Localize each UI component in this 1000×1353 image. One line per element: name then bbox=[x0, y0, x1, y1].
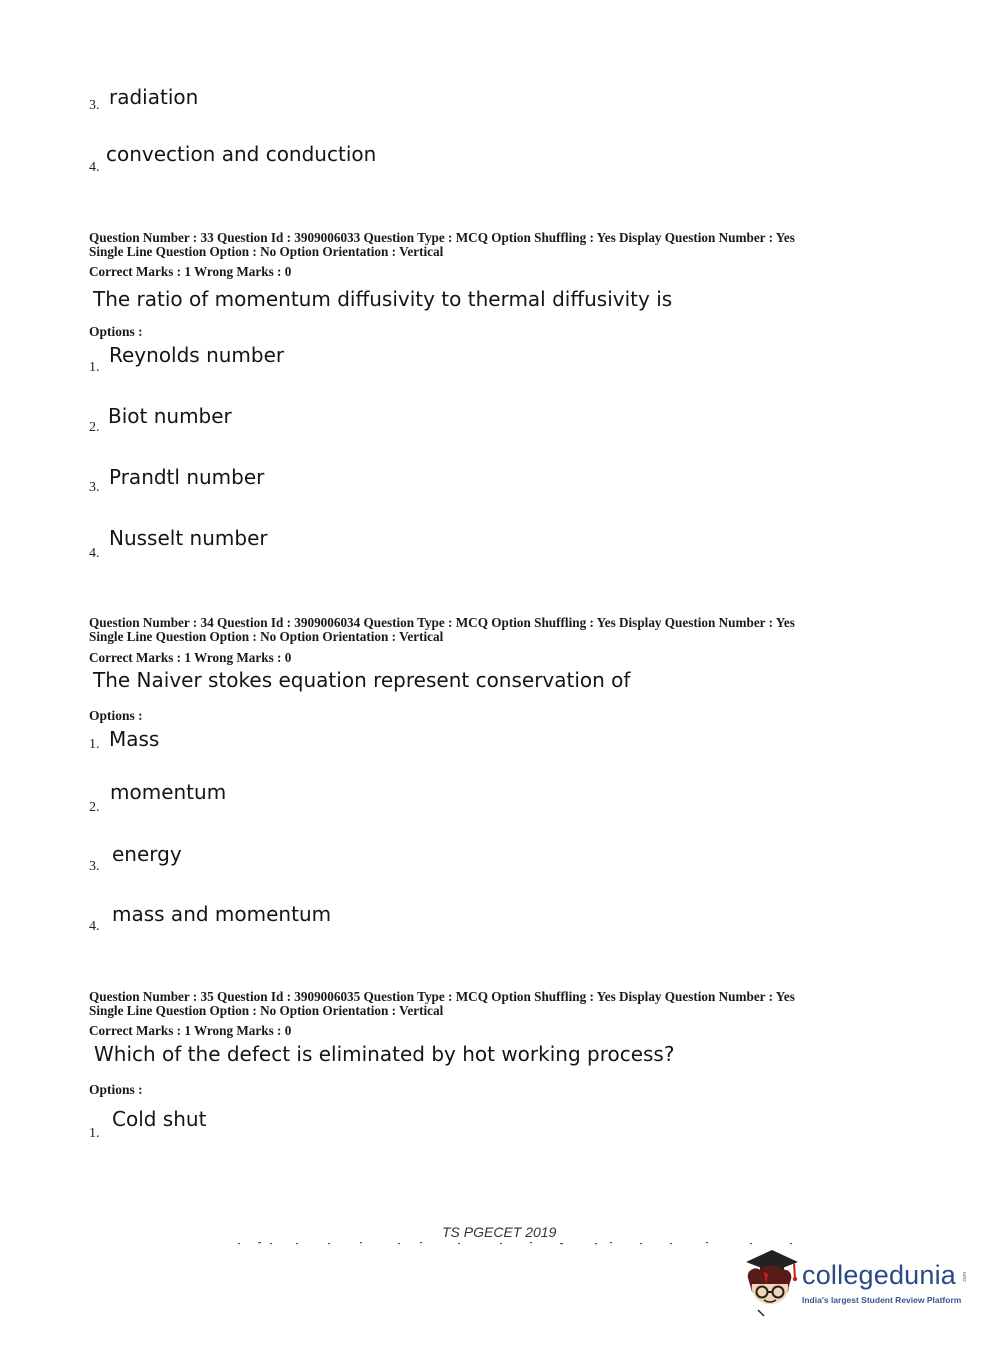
question-meta-line2: Single Line Question Option : No Option Orientation : Vertical bbox=[89, 1003, 444, 1018]
logo-tagline: India's largest Student Review Platform bbox=[802, 1295, 962, 1305]
question-meta-line1: Question Number : 35 Question Id : 3909006035 Question Type : MCQ Option Shuffling : Yes Display Question Number : Yes bbox=[89, 989, 795, 1004]
option-text: Reynolds number bbox=[109, 343, 285, 367]
option-number: 1. bbox=[89, 737, 100, 752]
option-text: Biot number bbox=[108, 404, 232, 428]
question-meta-line1: Question Number : 34 Question Id : 3909006034 Question Type : MCQ Option Shuffling : Yes Display Question Number : Yes bbox=[89, 615, 795, 630]
option-text: Prandtl number bbox=[109, 465, 265, 489]
options-label: Options : bbox=[89, 324, 143, 339]
option-number: 3. bbox=[89, 480, 100, 495]
question-marks: Correct Marks : 1 Wrong Marks : 0 bbox=[89, 1023, 292, 1038]
question-text: Which of the defect is eliminated by hot working process? bbox=[94, 1042, 675, 1066]
option-text: convection and conduction bbox=[106, 142, 377, 166]
options-label: Options : bbox=[89, 708, 143, 723]
option-number: 1. bbox=[89, 360, 100, 375]
option-number: 2. bbox=[89, 800, 100, 815]
question-marks: Correct Marks : 1 Wrong Marks : 0 bbox=[89, 264, 292, 279]
option-number: 3. bbox=[89, 98, 100, 113]
graduate-mascot-icon bbox=[738, 1244, 802, 1320]
option-text: energy bbox=[112, 842, 182, 866]
option-number: 2. bbox=[89, 420, 100, 435]
option-number: 3. bbox=[89, 859, 100, 874]
question-meta-line2: Single Line Question Option : No Option Orientation : Vertical bbox=[89, 629, 444, 644]
question-meta-line1: Question Number : 33 Question Id : 3909006033 Question Type : MCQ Option Shuffling : Yes Display Question Number : Yes bbox=[89, 230, 795, 245]
option-text: momentum bbox=[110, 780, 227, 804]
collegedunia-logo bbox=[738, 1244, 978, 1322]
question-text: The Naiver stokes equation represent conservation of bbox=[93, 668, 631, 692]
footer-exam-title: TS PGECET 2019 bbox=[442, 1224, 557, 1240]
question-marks: Correct Marks : 1 Wrong Marks : 0 bbox=[89, 650, 292, 665]
question-meta-line2: Single Line Question Option : No Option Orientation : Vertical bbox=[89, 244, 444, 259]
options-label: Options : bbox=[89, 1082, 143, 1097]
option-text: Cold shut bbox=[112, 1107, 207, 1131]
logo-com-suffix: .com bbox=[962, 1272, 968, 1283]
option-number: 4. bbox=[89, 919, 100, 934]
option-text: radiation bbox=[109, 85, 199, 109]
question-text: The ratio of momentum diffusivity to thermal diffusivity is bbox=[93, 287, 673, 311]
option-text: Mass bbox=[109, 727, 160, 751]
logo-wordmark: collegedunia bbox=[802, 1260, 957, 1290]
option-text: Nusselt number bbox=[109, 526, 268, 550]
option-text: mass and momentum bbox=[112, 902, 332, 926]
option-number: 1. bbox=[89, 1126, 100, 1141]
option-number: 4. bbox=[89, 160, 100, 175]
option-number: 4. bbox=[89, 546, 100, 561]
